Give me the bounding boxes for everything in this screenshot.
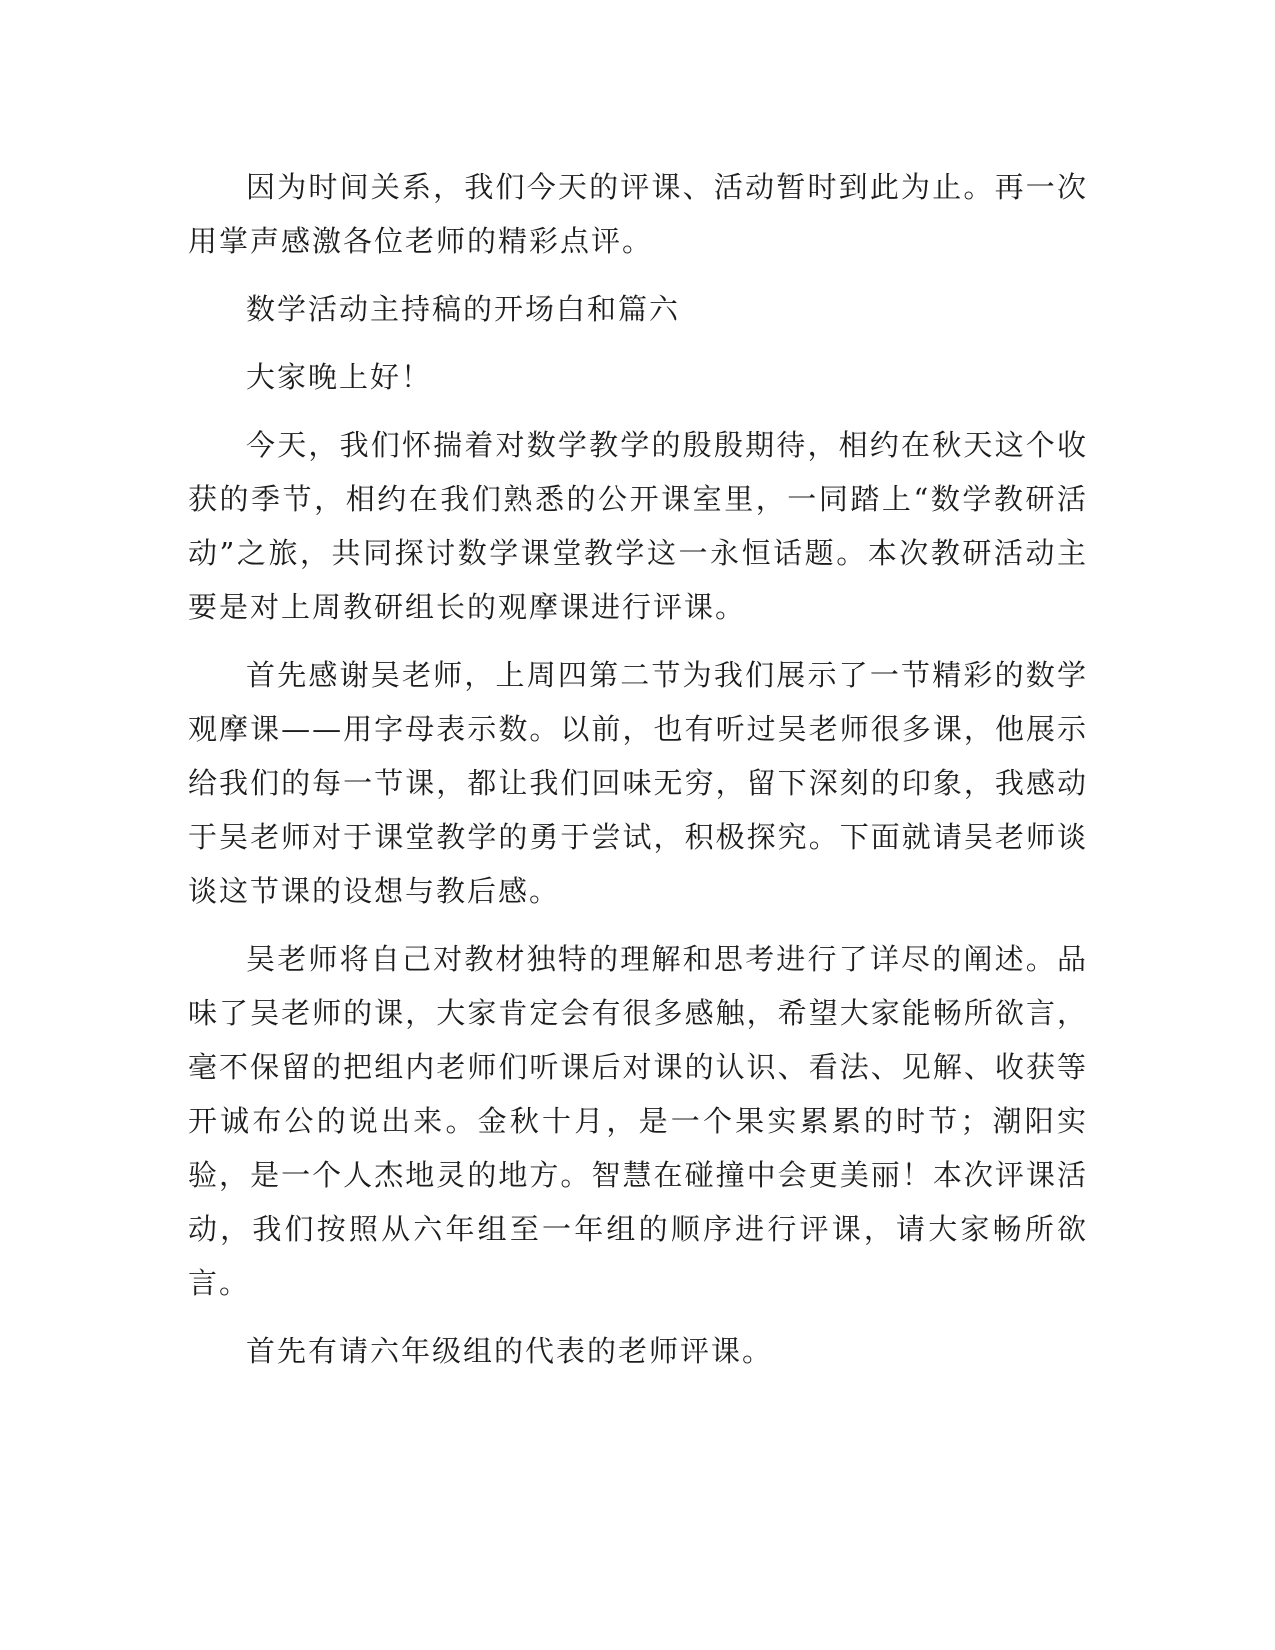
document-body (188, 160, 1088, 1392)
paragraph-introduction: 今天，我们怀揣着对数学教学的殷殷期待，相约在秋天这个收获的季节，相约在我们熟悉的公开课室里，一同踏上“数学教研活动”之旅，共同探讨数学课堂教学这一永恒话题。本次教研活动主要是对上周教研组长的观摩课进行评课。 (188, 428, 1088, 624)
paragraph-discussion: 吴老师将自己对教材独特的理解和思考进行了详尽的阐述。品味了吴老师的课，大家肯定会有很多感触，希望大家能畅所欲言，毫不保留的把组内老师们听课后对课的认识、看法、见解、收获等开诚布公的说出来。金秋十月，是一个果实累累的时节；潮阳实验，是一个人杰地灵的地方。智慧在碰撞中会更美丽！本次评课活动，我们按照从六年组至一年组的顺序进行评课，请大家畅所欲言。 (188, 942, 1088, 1300)
paragraph-thanks: 首先感谢吴老师，上周四第二节为我们展示了一节精彩的数学观摩课——用字母表示数。以前，也有听过吴老师很多课，他展示给我们的每一节课，都让我们回味无穷，留下深刻的印象，我感动于吴老师对于课堂教学的勇于尝试，积极探究。下面就请吴老师谈谈这节课的设想与教后感。 (188, 658, 1088, 908)
section-heading: 数学活动主持稿的开场白和篇六 (246, 292, 681, 326)
paragraph-closing-remarks: 因为时间关系，我们今天的评课、活动暂时到此为止。再一次用掌声感激各位老师的精彩点评。 (188, 170, 1088, 258)
paragraph-greeting: 大家晚上好！ (246, 360, 433, 394)
paragraph-invitation: 首先有请六年级组的代表的老师评课。 (246, 1334, 774, 1368)
